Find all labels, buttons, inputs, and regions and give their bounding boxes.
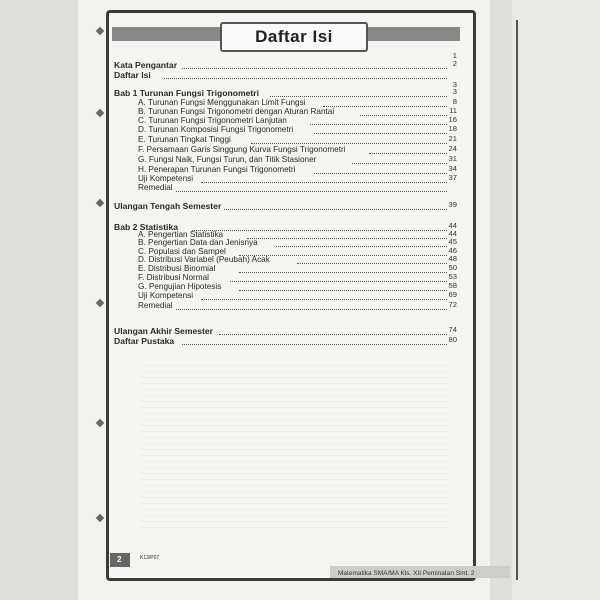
toc-leader-dots [239,272,447,273]
title-box [220,22,368,52]
toc-page-number: 50 [448,263,457,272]
toc-page-number: 1 [452,51,457,60]
toc-leader-dots [230,281,447,282]
toc-page-number: 31 [448,154,457,163]
toc-entry: Kata Pengantar [114,60,178,70]
toc-page-number: 46 [448,246,457,255]
toc-entry: D. Distribusi Variabel (Peubah) Acak [138,255,270,264]
toc-entry: E. Distribusi Binomial [138,264,216,273]
toc-page-number: 21 [448,134,457,143]
toc-page-number: 39 [448,200,457,209]
toc-leader-dots [176,191,447,192]
toc-entry: Remedial [138,183,173,192]
toc-leader-dots [314,173,447,174]
toc-leader-dots [239,290,447,291]
toc-entry: Ulangan Tengah Semester [114,201,222,211]
toc-page-number: 44 [448,221,457,230]
page-number-badge [110,553,130,567]
toc-leader-dots [192,230,447,231]
toc-entry: G. Pengujian Hipotesis [138,282,222,291]
page-title: Daftar Isi [255,27,333,46]
toc-leader-dots [360,115,447,116]
toc-leader-dots [164,78,447,79]
book-title-footer: Matematika SMA/MA Kls. XII Peminatan Smt. 2 [338,570,475,577]
toc-page-number: 3 [452,87,457,96]
toc-leader-dots [201,182,447,183]
toc-leader-dots [314,133,447,134]
toc-page-number: 48 [448,254,457,263]
toc-page-number: 45 [448,237,457,246]
toc-entry: B. Pengertian Data dan Jenisnya [138,238,258,247]
toc-page-number: 74 [448,325,457,334]
toc-page-number: 16 [448,115,457,124]
toc-entry: B. Turunan Fungsi Trigonometri dengan Aturan Rantai [138,107,335,116]
bleed-through-texture [140,360,450,530]
toc-entry: Uji Kompetensi [138,291,194,300]
toc-page-number: 3 [452,80,457,89]
toc-entry: Uji Kompetensi [138,174,194,183]
toc-leader-dots [276,246,447,247]
toc-page-number: 69 [448,290,457,299]
toc-leader-dots [201,299,447,300]
toc-page-number: 58 [448,281,457,290]
facing-page [512,0,600,600]
toc-page-number: 72 [448,300,457,309]
toc-entry: Ulangan Akhir Semester [114,326,214,336]
toc-entry: G. Fungsi Naik, Fungsi Turun, dan Titik Stasioner [138,155,317,164]
toc-entry: C. Turunan Fungsi Trigonometri Lanjutan [138,116,287,125]
toc-page-number: 24 [448,144,457,153]
toc-leader-dots [352,163,447,164]
toc-entry: A. Turunan Fungsi Menggunakan Limit Fungsi [138,98,306,107]
toc-leader-dots [224,209,447,210]
toc-leader-dots [251,143,447,144]
toc-leader-dots [182,68,447,69]
toc-leader-dots [369,153,447,154]
toc-entry: C. Populasi dan Sampel [138,247,226,256]
toc-entry: Daftar Isi [114,70,151,80]
toc-entry: F. Persamaan Garis Singgung Kurva Fungsi Trigonometri [138,145,346,154]
toc-entry: Bab 2 Statistika [114,222,178,232]
facing-page-border [516,20,522,580]
toc-entry: Remedial [138,301,173,310]
toc-page-number: 37 [448,173,457,182]
toc-leader-dots [219,334,447,335]
toc-leader-dots [297,263,447,264]
toc-page-number: 34 [448,164,457,173]
toc-leader-dots [310,124,447,125]
toc-entry: H. Penerapan Turunan Fungsi Trigonometri [138,165,296,174]
toc-page-number: 2 [452,59,457,68]
toc-leader-dots [323,106,447,107]
book-code: K13/P07 [140,555,160,561]
page-number: 2 [117,555,122,564]
toc-page-number: 80 [448,335,457,344]
toc-entry: Daftar Pustaka [114,336,175,346]
toc-leader-dots [176,309,447,310]
toc-page-number: 8 [452,97,457,106]
toc-leader-dots [270,96,447,97]
toc-page-number: 11 [449,106,457,115]
toc-entry: A. Pengertian Statistika [138,230,224,239]
toc-page-number: 44 [448,229,457,238]
toc-leader-dots [247,238,447,239]
toc-entry: Bab 1 Turunan Fungsi Trigonometri [114,88,259,98]
toc-leader-dots [182,344,447,345]
toc-entry: D. Turunan Komposisi Fungsi Trigonometri [138,125,294,134]
toc-page-number: 18 [448,124,457,133]
toc-entry: E. Turunan Tingkat Tinggi [138,135,231,144]
toc-page-number: 53 [448,272,457,281]
toc-entry: F. Distribusi Normal [138,273,209,282]
